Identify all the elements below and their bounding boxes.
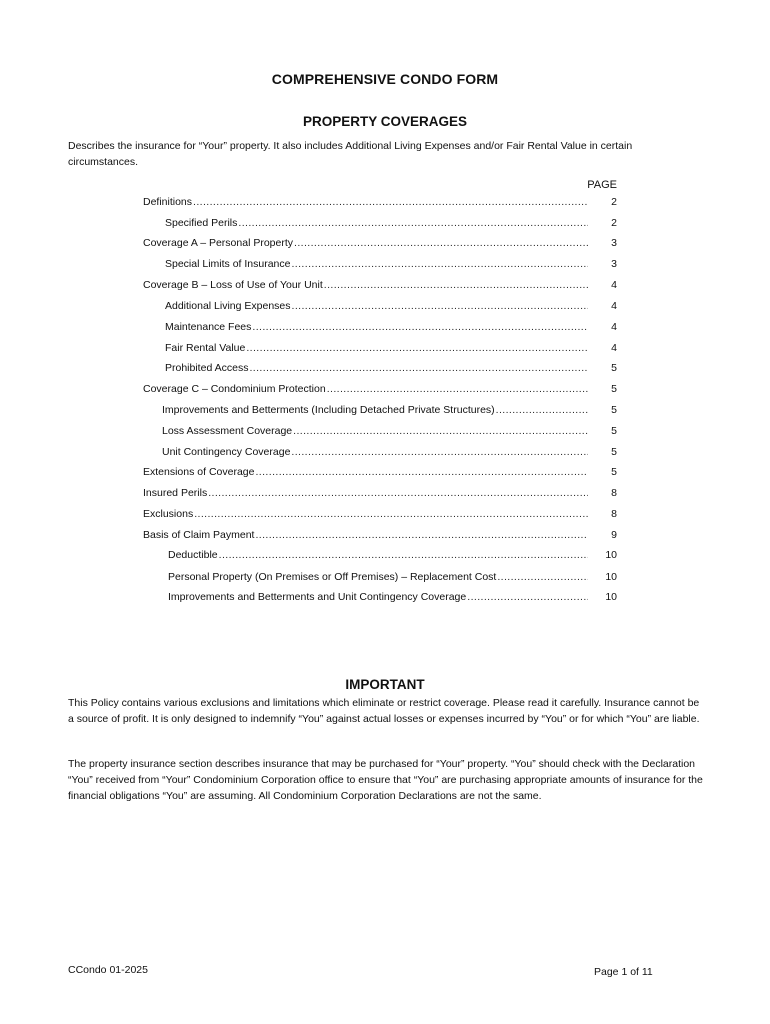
toc-item-label: Exclusions [143,508,194,520]
toc-leader-dots [467,591,588,603]
toc-leader-dots [255,529,588,541]
toc-item-page: 8 [611,487,617,499]
toc-page-header: PAGE [587,179,617,191]
toc-leader-dots [497,571,588,583]
toc-leader-dots [293,425,588,437]
toc-leader-dots [252,321,588,333]
toc-item-label: Additional Living Expenses [165,300,291,312]
toc-item-special-limits [165,258,589,274]
toc-item-extensions [143,466,589,482]
toc-item-label: Deductible [168,549,218,561]
toc-item-label: Insured Perils [143,487,208,499]
toc-item-page: 5 [611,362,617,374]
toc-leader-dots [238,217,588,229]
toc-leader-dots [292,300,589,312]
toc-item-label: Improvements and Betterments and Unit Contingency Coverage [168,591,467,603]
toc-item-label: Coverage C – Condominium Protection [143,383,326,395]
toc-item-page: 3 [611,237,617,249]
toc-item-page: 5 [611,425,617,437]
toc-leader-dots [219,549,588,561]
toc-item-label: Special Limits of Insurance [165,258,291,270]
toc-item-specified-perils [165,217,589,233]
toc-item-improvements-unit-contingency [168,591,589,607]
toc-item-prohibited-access [165,362,589,378]
document-title: COMPREHENSIVE CONDO FORM [271,71,499,87]
footer-form-code: CCondo 01-2025 [68,964,148,976]
toc-item-label: Basis of Claim Payment [143,529,255,541]
toc-item-label: Personal Property (On Premises or Off Premises) – Replacement Cost [168,571,497,583]
intro-text: Describes the insurance for “Your” property. It also includes Additional Living Expenses and/or Fair Rental Value in certain circumstances. [68,140,633,168]
toc-item-page: 5 [611,383,617,395]
toc-item-page: 10 [605,549,617,561]
toc-leader-dots [208,487,588,499]
toc-item-personal-property-replacement [168,571,589,587]
section-subtitle: PROPERTY COVERAGES [302,114,468,129]
toc-item-label: Definitions [143,196,193,208]
toc-item-improvements-betterments [162,404,589,420]
toc-item-page: 5 [611,446,617,458]
toc-leader-dots [249,362,588,374]
toc-item-page: 4 [611,300,617,312]
toc-leader-dots [496,404,588,416]
footer-page-number: Page 1 of 11 [594,966,653,978]
toc-item-exclusions [143,508,589,524]
toc-item-label: Loss Assessment Coverage [162,425,293,437]
toc-item-fair-rental-value [165,342,589,358]
important-paragraph-2: The property insurance section describes insurance that may be purchased for “Your” property. “You” should check with the Declaration “You” received from “Your” Condominium Corporation office to ensure that “You” are purchasing appropriate amounts of insurance for the financial obligations “You” are assuming. All Condominium Corporation Declarations are not the same. [68,758,703,802]
toc-item-page: 10 [605,591,617,603]
toc-item-coverage-a [143,237,589,253]
toc-item-page: 10 [605,571,617,583]
important-paragraph-1: This Policy contains various exclusions and limitations which eliminate or restrict coverage. Please read it carefully. Insurance cannot be a source of profit. It is only designed to indemnify “You” against actual losses or expenses incurred by “You” or for which “You” are liable. [68,697,700,725]
toc-item-label: Fair Rental Value [165,342,246,354]
toc-item-coverage-c [143,383,589,399]
toc-leader-dots [246,342,588,354]
toc-leader-dots [193,196,588,208]
toc-item-page: 4 [611,279,617,291]
toc-item-additional-living-expenses [165,300,589,316]
toc-item-page: 4 [611,321,617,333]
toc-item-unit-contingency [162,446,589,462]
toc-item-label: Prohibited Access [165,362,249,374]
toc-item-label: Coverage A – Personal Property [143,237,294,249]
toc-leader-dots [194,508,588,520]
toc-item-insured-perils [143,487,589,503]
toc-item-page: 2 [611,196,617,208]
toc-item-basis-of-claim [143,529,589,545]
toc-leader-dots [324,279,588,291]
toc-item-label: Maintenance Fees [165,321,252,333]
toc-item-deductible [168,549,589,565]
toc-item-label: Extensions of Coverage [143,466,255,478]
toc-leader-dots [291,258,588,270]
toc-item-loss-assessment [162,425,589,441]
toc-item-label: Improvements and Betterments (Including Detached Private Structures) [162,404,495,416]
toc-item-page: 9 [611,529,617,541]
toc-leader-dots [294,237,588,249]
toc-item-page: 5 [611,404,617,416]
toc-leader-dots [291,446,588,458]
toc-item-definitions [143,196,589,212]
toc-item-page: 8 [611,508,617,520]
toc-item-page: 3 [611,258,617,270]
toc-item-label: Coverage B – Loss of Use of Your Unit [143,279,323,291]
toc-item-page: 2 [611,217,617,229]
toc-item-page: 4 [611,342,617,354]
important-heading: IMPORTANT [345,677,425,692]
toc-leader-dots [255,466,588,478]
toc-item-page: 5 [611,466,617,478]
toc-item-coverage-b [143,279,589,295]
toc-item-label: Unit Contingency Coverage [162,446,291,458]
toc-item-label: Specified Perils [165,217,238,229]
toc-leader-dots [327,383,588,395]
toc-item-maintenance-fees [165,321,589,337]
